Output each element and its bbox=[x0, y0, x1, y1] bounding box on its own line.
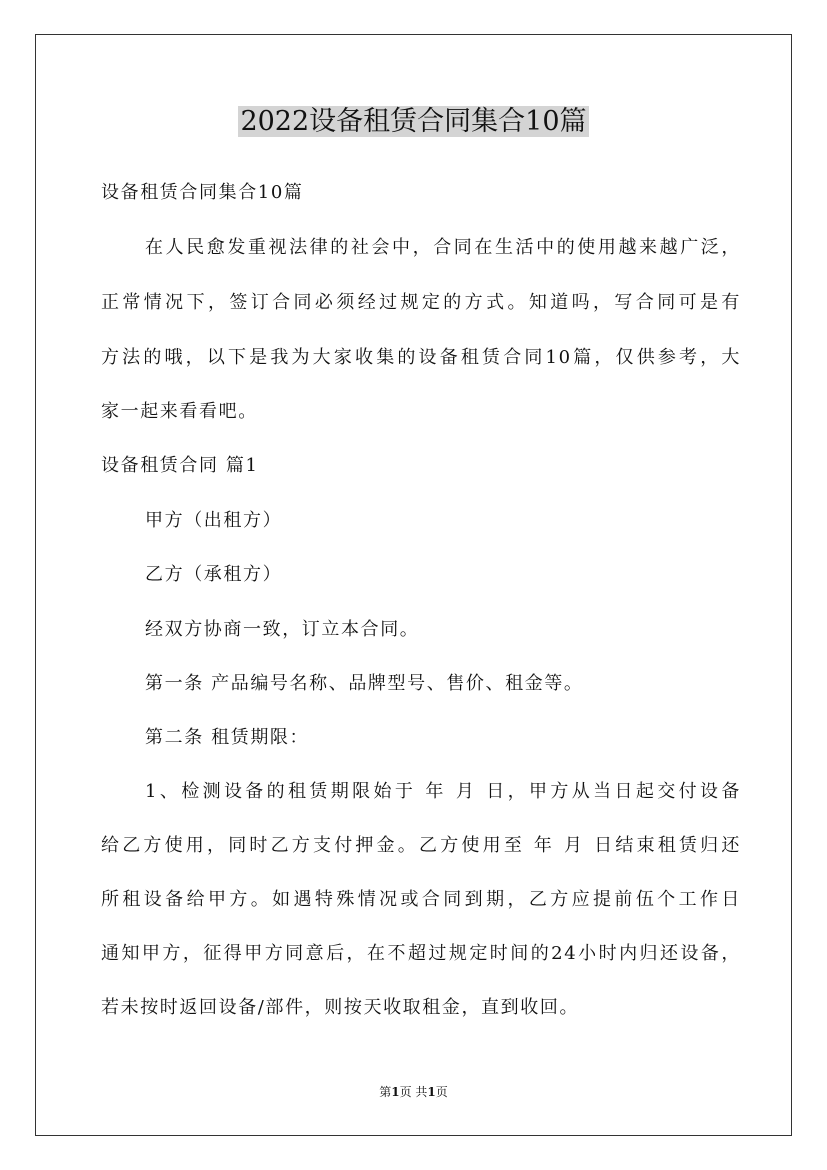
document-title bbox=[0, 102, 827, 142]
page-footer bbox=[0, 1083, 827, 1101]
section-heading: 设备租赁合同 篇1 bbox=[101, 455, 259, 476]
intro-line-3: 方法的哦，以下是我为大家收集的设备租赁合同10篇，仅供参考，大 bbox=[101, 347, 741, 368]
party-b: 乙方（承租方） bbox=[145, 564, 283, 585]
intro-line-4: 家一起来看看吧。 bbox=[101, 401, 258, 422]
intro-line-1: 在人民愈发重视法律的社会中，合同在生活中的使用越来越广泛， bbox=[145, 237, 741, 258]
footer-prefix: 第 bbox=[379, 1085, 392, 1099]
clause-line-3: 所租设备给甲方。如遇特殊情况或合同到期，乙方应提前伍个工作日 bbox=[101, 889, 741, 910]
footer-middle: 页 共 bbox=[399, 1085, 428, 1099]
footer-page-number: 1 bbox=[391, 1085, 400, 1099]
clause-line-1: 1、检测设备的租赁期限始于 年 月 日，甲方从当日起交付设备 bbox=[145, 781, 741, 802]
clause-line-4: 通知甲方，征得甲方同意后，在不超过规定时间的24小时内归还设备， bbox=[101, 943, 741, 964]
article-1: 第一条 产品编号名称、品牌型号、售价、租金等。 bbox=[145, 673, 584, 694]
intro-line-2: 正常情况下，签订合同必须经过规定的方式。知道吗，写合同可是有 bbox=[101, 292, 741, 313]
agreement-text: 经双方协商一致，订立本合同。 bbox=[145, 619, 420, 640]
clause-line-2: 给乙方使用，同时乙方支付押金。乙方使用至 年 月 日结束租赁归还 bbox=[101, 835, 741, 856]
party-a: 甲方（出租方） bbox=[145, 510, 283, 531]
footer-suffix: 页 bbox=[435, 1085, 448, 1099]
document-subtitle: 设备租赁合同集合10篇 bbox=[101, 182, 304, 203]
article-2: 第二条 租赁期限： bbox=[145, 727, 310, 748]
document-title-text: 2022设备租赁合同集合10篇 bbox=[240, 106, 587, 137]
clause-line-5: 若未按时返回设备/部件，则按天收取租金，直到收回。 bbox=[101, 997, 580, 1018]
footer-page-total: 1 bbox=[427, 1085, 436, 1099]
